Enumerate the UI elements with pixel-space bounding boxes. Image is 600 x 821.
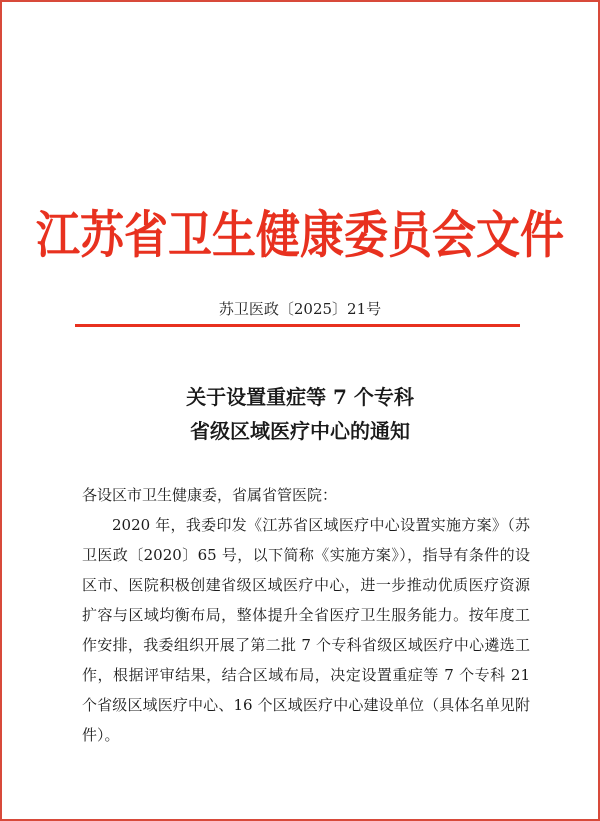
document-masthead: 江苏省卫生健康委员会文件 <box>36 206 564 266</box>
body-paragraph-1: 2020 年，我委印发《江苏省区域医疗中心设置实施方案》（苏卫医政〔2020〕65 号，以下简称《实施方案》），指导有条件的设区市、医院积极创建省级区域医疗中心，进一步推动优质医疗资源扩容与区域均衡布局，整体提升全省医疗卫生服务能力。按年度工作安排，我委组织开展了第二批 7 个专科省级区域医疗中心遴选工作，根据评审结果，结合区域布局，决定设置重症等 7 个专科 21 个省级区域医疗中心、16 个区域医疗中心建设单位（具体名单见附件）。 <box>82 516 530 744</box>
document-body <box>82 480 530 750</box>
title-line-1: 关于设置重症等 7 个专科 <box>186 385 414 409</box>
red-divider-line <box>75 324 520 327</box>
document-number: 苏卫医政〔2025〕21号 <box>218 300 382 318</box>
document-title <box>2 380 598 448</box>
salutation: 各设区市卫生健康委，省属省管医院： <box>82 486 338 504</box>
title-line-2: 省级区域医疗中心的通知 <box>190 419 410 443</box>
